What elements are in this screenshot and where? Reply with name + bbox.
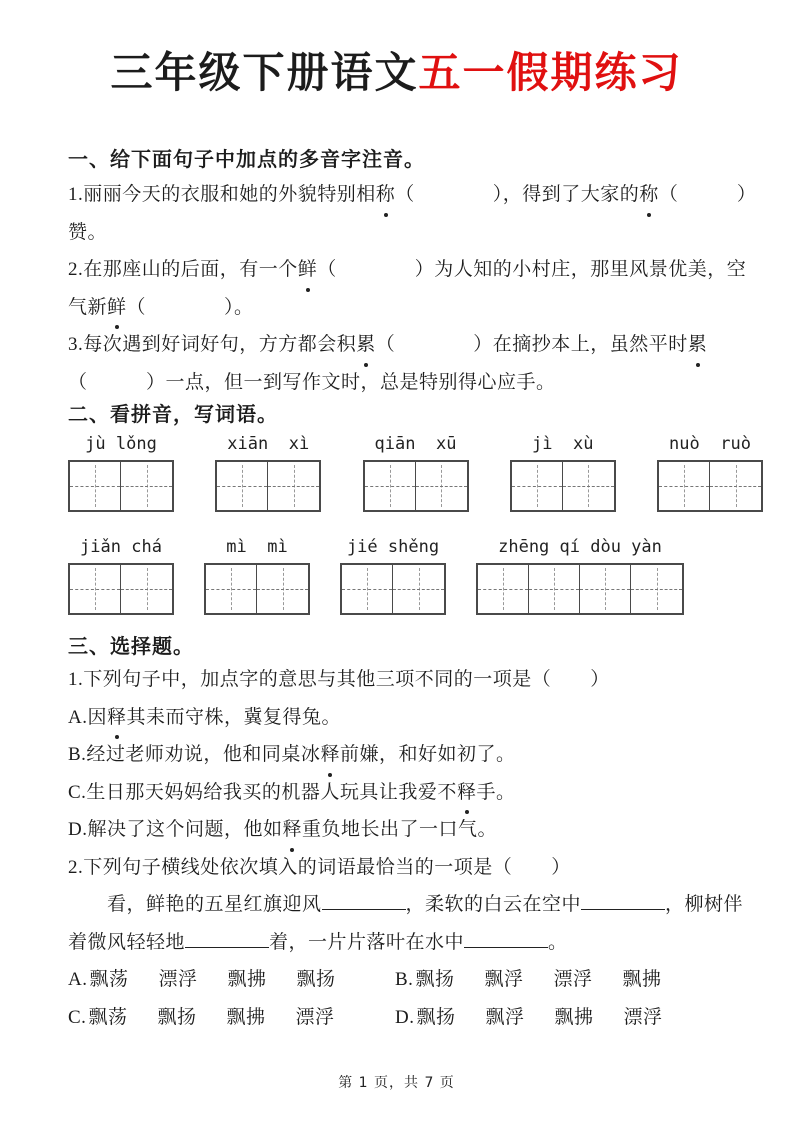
title-main-text: 三年级下册语文: [110, 51, 419, 97]
choice-option: [395, 961, 763, 999]
option-word: 飘浮: [485, 1006, 525, 1028]
s1-q1-line1: [68, 176, 763, 214]
text-segment: 赞。: [68, 221, 108, 243]
tian-grid-cell: [659, 462, 710, 510]
choice-option: [68, 999, 395, 1037]
section1-heading: 一、给下面句子中加点的多音字注音。: [68, 149, 425, 171]
text-segment: 看，鲜艳的五星红旗迎风: [68, 894, 322, 915]
text-segment: 2.在那座山的后面，有一个: [68, 259, 298, 280]
text-segment: 。: [548, 931, 568, 953]
pinyin-word: [340, 536, 446, 615]
text-segment: 着，一片片落叶在水中: [269, 931, 465, 953]
writing-grid: [204, 563, 310, 615]
q1-option-d: [68, 811, 763, 849]
text-segment: B.经过老师劝说，他和同桌冰: [68, 744, 321, 765]
pinyin-word-row-2: [68, 536, 763, 615]
pinyin-word: [68, 536, 174, 615]
option-word: 飘拂: [227, 969, 267, 990]
option-label: D.: [395, 1006, 415, 1028]
tian-grid-cell: [257, 565, 308, 613]
emphasized-char: 鲜: [298, 251, 318, 289]
option-word: 飘荡: [88, 1006, 128, 1028]
option-label: C.: [68, 1006, 87, 1028]
worksheet-body: [0, 146, 793, 1036]
blank-underline: [322, 909, 406, 910]
text-segment: D.解决了这个问题，他如: [68, 819, 283, 840]
text-segment: ，柳树伴: [665, 894, 744, 915]
tian-grid-cell: [121, 565, 172, 613]
page-title: [0, 46, 793, 102]
option-word: 飘拂: [554, 1006, 594, 1028]
section1-questions: [68, 176, 763, 401]
s1-q2-line1: [68, 251, 763, 289]
writing-grid: [68, 460, 174, 512]
s1-q2-line2: [68, 289, 763, 327]
emphasized-char: 称: [639, 176, 659, 214]
option-word: 飘浮: [484, 969, 524, 990]
pinyin-word: [68, 433, 174, 512]
tian-grid-cell: [121, 462, 172, 510]
s1-q3-line1: [68, 326, 763, 364]
text-segment: C.生日那天妈妈给我买的机器人玩具让我爱不: [68, 781, 457, 803]
option-word: 飘扬: [157, 1006, 197, 1028]
emphasized-char: 称: [376, 176, 396, 214]
choice-option: [68, 961, 395, 999]
text-segment: （ ）。: [126, 296, 254, 318]
writing-grid: [215, 460, 321, 512]
tian-grid-cell: [365, 462, 416, 510]
text-segment: （ ），得到了大家的: [395, 184, 640, 205]
emphasized-char: 释: [457, 774, 477, 812]
s1-q3-line2: [68, 364, 763, 402]
pinyin-label: zhēng qí dòu yàn: [498, 537, 662, 557]
emphasized-char: 释: [320, 736, 340, 774]
option-label: B.: [395, 969, 414, 990]
blank-underline: [185, 947, 269, 948]
writing-grid: [363, 460, 469, 512]
q2-options-grid: [68, 961, 763, 1036]
pinyin-label: jié shěng: [346, 537, 440, 557]
pinyin-word: [657, 433, 763, 512]
q1-option-b: [68, 736, 763, 774]
text-segment: 1.丽丽今天的衣服和她的外貌特别相: [68, 184, 376, 205]
tian-grid-cell: [478, 565, 529, 613]
q2-passage-line2: [68, 924, 763, 962]
text-segment: 气新: [68, 296, 108, 318]
writing-grid: [476, 563, 684, 615]
text-segment: ，柔软的白云在空中: [405, 894, 582, 915]
q1-option-a: [68, 699, 763, 737]
blank-underline: [581, 909, 665, 910]
emphasized-char: 累: [688, 326, 708, 364]
pinyin-label: jì xù: [532, 434, 594, 454]
tian-grid-cell: [70, 565, 121, 613]
option-word: 飘拂: [622, 969, 662, 990]
blank-underline: [464, 947, 548, 948]
option-word: 漂浮: [158, 969, 198, 990]
tian-grid-cell: [529, 565, 580, 613]
pinyin-word: [476, 536, 684, 615]
q1-stem: 1.下列句子中，加点字的意思与其他三项不同的一项是（ ）: [68, 669, 610, 690]
text-segment: 前嫌，和好如初了。: [339, 744, 516, 765]
option-word: 飘拂: [226, 1006, 266, 1028]
option-word: 漂浮: [623, 1006, 663, 1028]
option-word: 飘荡: [89, 969, 129, 990]
writing-grid: [340, 563, 446, 615]
q2-passage-line1: [68, 886, 763, 924]
pinyin-label: jiǎn chá: [80, 537, 162, 557]
option-word: 飘扬: [415, 969, 455, 990]
emphasized-char: 释: [282, 811, 302, 849]
section2-heading: 二、看拼音，写词语。: [68, 404, 278, 426]
q1-option-c: [68, 774, 763, 812]
pinyin-label: xiān xì: [227, 434, 310, 454]
option-word: 漂浮: [553, 969, 593, 990]
choice-option: [395, 999, 763, 1037]
text-segment: 着微风轻轻地: [68, 931, 186, 953]
option-word: 漂浮: [295, 1006, 335, 1028]
s1-q1-line2: [68, 214, 763, 252]
emphasized-char: 释: [107, 699, 127, 737]
pinyin-word: [363, 433, 469, 512]
text-segment: 重负地长出了一口气。: [302, 819, 498, 840]
pinyin-label: jù lǒng: [85, 434, 157, 454]
option-label: A.: [68, 969, 88, 990]
text-segment: （ ）为人知的小村庄，那里风景优美，空: [317, 259, 747, 280]
writing-grid: [68, 563, 174, 615]
tian-grid-cell: [217, 462, 268, 510]
text-segment: （ ）在摘抄本上，虽然平时: [375, 334, 688, 355]
tian-grid-cell: [70, 462, 121, 510]
text-segment: （ ）一点，但一到写作文时，总是特别得心应手。: [68, 371, 556, 393]
text-segment: 3.每次遇到好词好句，方方都会积: [68, 334, 357, 355]
emphasized-char: 鲜: [107, 289, 127, 327]
pinyin-word-row-1: [68, 433, 763, 512]
pinyin-label: nuò ruò: [669, 434, 751, 454]
tian-grid-cell: [206, 565, 257, 613]
tian-grid-cell: [416, 462, 467, 510]
tian-grid-cell: [710, 462, 761, 510]
tian-grid-cell: [512, 462, 563, 510]
text-segment: （ ）: [658, 184, 757, 205]
tian-grid-cell: [393, 565, 444, 613]
pinyin-label: qiān xū: [374, 434, 457, 454]
option-word: 飘扬: [416, 1006, 456, 1028]
page-footer: 第 1 页，共 7 页: [338, 1075, 455, 1091]
text-segment: 其耒而守株，冀复得兔。: [126, 706, 342, 728]
text-segment: A.因: [68, 706, 107, 728]
tian-grid-cell: [580, 565, 631, 613]
writing-grid: [510, 460, 616, 512]
writing-grid: [657, 460, 763, 512]
pinyin-word: [215, 433, 321, 512]
pinyin-word: [204, 536, 310, 615]
section3-heading: 三、选择题。: [68, 636, 194, 658]
tian-grid-cell: [563, 462, 614, 510]
q2-stem: 2.下列句子横线处依次填入的词语最恰当的一项是（ ）: [68, 856, 571, 878]
pinyin-word: [510, 433, 616, 512]
tian-grid-cell: [342, 565, 393, 613]
tian-grid-cell: [268, 462, 319, 510]
pinyin-label: mì mì: [226, 537, 288, 557]
title-accent-text: 五一假期练习: [418, 51, 683, 97]
tian-grid-cell: [631, 565, 682, 613]
text-segment: 手。: [476, 781, 516, 803]
option-word: 飘扬: [296, 969, 336, 990]
emphasized-char: 累: [356, 326, 376, 364]
